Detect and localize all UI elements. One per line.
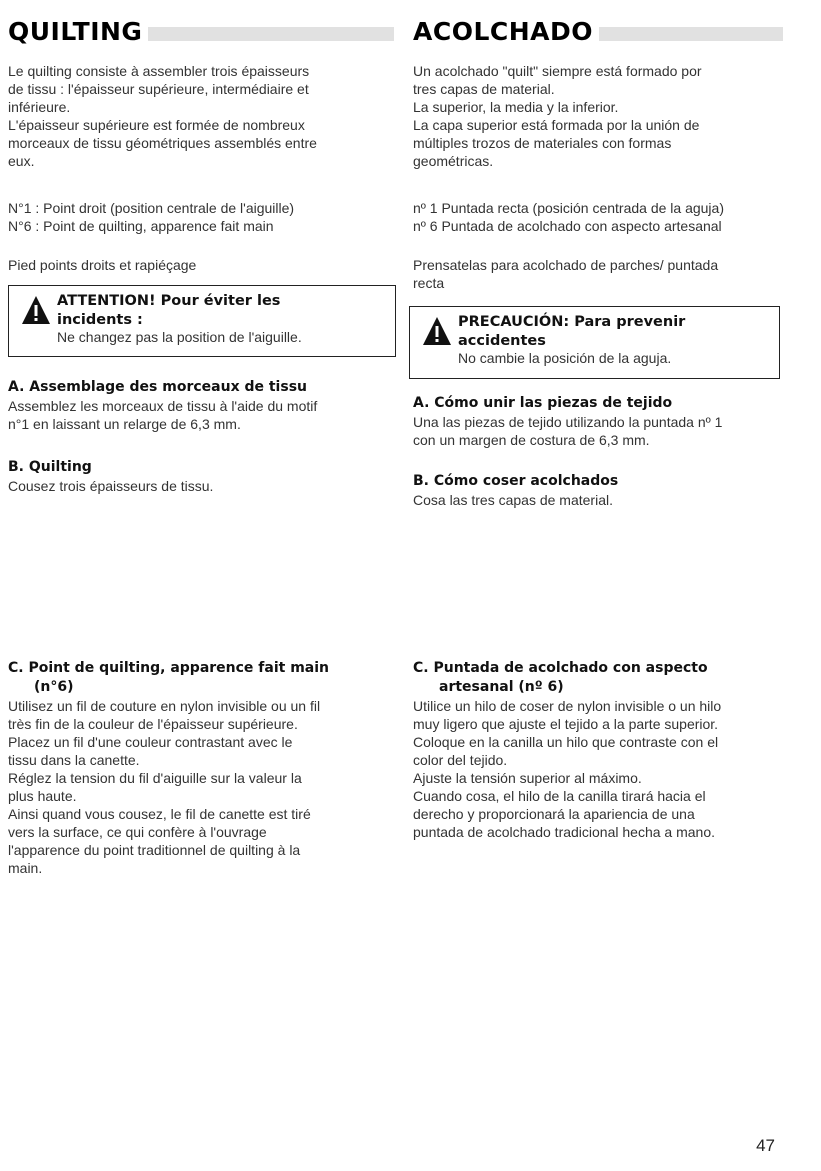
section-heading: (n°6) (34, 679, 74, 695)
title-row-es (413, 14, 783, 48)
text-line: très fin de la couleur de l'épaisseur supérieure. (8, 716, 298, 732)
stitch-line: nº 6 Puntada de acolchado con aspecto artesanal (413, 218, 722, 234)
foot-line: recta (413, 275, 445, 291)
text-line: l'apparence du point traditionnel de quilting à la (8, 842, 301, 858)
section-b-es (413, 472, 783, 509)
section-heading: C. Point de quilting, apparence fait main (8, 660, 330, 676)
text-line: Cousez trois épaisseurs de tissu. (8, 478, 214, 494)
stitch-line: nº 1 Puntada recta (posición centrada de la aguja) (413, 200, 724, 216)
text-line: de tissu : l'épaisseur supérieure, intermédiaire et (8, 81, 309, 97)
warning-text-es: No cambie la posición de la aguja. (458, 350, 672, 366)
text-line: muy ligero que ajuste el tejido a la parte superior. (413, 716, 719, 732)
intro-fr (8, 62, 394, 170)
intro-es (413, 62, 783, 170)
stitch-line: N°1 : Point droit (position centrale de l'aiguille) (8, 200, 295, 216)
title-dotted-bar-es (599, 27, 783, 41)
text-line: Ajuste la tensión superior al máximo. (413, 770, 642, 786)
stitches-es (413, 199, 783, 235)
foot-line: Pied points droits et rapiéçage (8, 257, 197, 273)
section-heading: C. Puntada de acolchado con aspecto (413, 660, 708, 676)
text-line: tissu dans la canette. (8, 752, 140, 768)
text-line: tres capas de material. (413, 81, 555, 97)
warning-triangle-icon (422, 316, 452, 346)
text-line: Un acolchado "quilt" siempre está formado por (413, 63, 702, 79)
text-line: Cosa las tres capas de material. (413, 492, 613, 508)
page-title-es: ACOLCHADO (413, 16, 594, 46)
text-line: Una las piezas de tejido utilizando la puntada nº 1 (413, 414, 723, 430)
section-heading: A. Cómo unir las piezas de tejido (413, 395, 673, 411)
text-line: La superior, la media y la inferior. (413, 99, 619, 115)
text-line: Assemblez les morceaux de tissu à l'aide du motif (8, 398, 318, 414)
section-heading: artesanal (nº 6) (439, 679, 564, 695)
section-b-fr (8, 458, 394, 495)
warning-text-fr: Ne changez pas la position de l'aiguille. (57, 329, 302, 345)
text-line: Cuando cosa, el hilo de la canilla tirará hacia el (413, 788, 706, 804)
text-line: vers la surface, ce qui confère à l'ouvrage (8, 824, 267, 840)
foot-line: Prensatelas para acolchado de parches/ puntada (413, 257, 719, 273)
text-line: color del tejido. (413, 752, 508, 768)
warning-title-line: incidents : (57, 312, 143, 328)
text-line: L'épaisseur supérieure est formée de nombreux (8, 117, 305, 133)
text-line: Coloque en la canilla un hilo que contraste con el (413, 734, 719, 750)
section-heading: A. Assemblage des morceaux de tissu (8, 379, 307, 395)
text-line: morceaux de tissu géométriques assemblés entre (8, 135, 317, 151)
warning-triangle-icon (21, 295, 51, 325)
warning-title-line: PRECAUCIÓN: Para prevenir (458, 314, 686, 330)
text-line: múltiples trozos de materiales con formas (413, 135, 672, 151)
warning-box-es (409, 306, 780, 379)
warning-title-line: ATTENTION! Pour éviter les (57, 293, 281, 309)
section-c-fr (8, 659, 394, 877)
stitch-line: N°6 : Point de quilting, apparence fait main (8, 218, 274, 234)
section-heading: B. Cómo coser acolchados (413, 473, 619, 489)
text-line: La capa superior está formada por la unión de (413, 117, 700, 133)
stitches-fr (8, 199, 394, 235)
section-a-es (413, 394, 783, 449)
text-line: Réglez la tension du fil d'aiguille sur la valeur la (8, 770, 302, 786)
foot-fr (8, 256, 394, 274)
section-heading: B. Quilting (8, 459, 92, 475)
text-line: n°1 en laissant un relarge de 6,3 mm. (8, 416, 241, 432)
title-row-fr (8, 14, 394, 48)
text-line: derecho y proporcionará la apariencia de una (413, 806, 695, 822)
warning-box-fr (8, 285, 396, 357)
page-number: 47 (756, 1136, 775, 1155)
text-line: eux. (8, 153, 35, 169)
section-a-fr (8, 378, 394, 433)
foot-es (413, 256, 783, 292)
text-line: con un margen de costura de 6,3 mm. (413, 432, 650, 448)
text-line: Le quilting consiste à assembler trois épaisseurs (8, 63, 310, 79)
warning-title-line: accidentes (458, 333, 546, 349)
text-line: puntada de acolchado tradicional hecha a mano. (413, 824, 715, 840)
page-title-fr: QUILTING (8, 16, 143, 46)
text-line: geométricas. (413, 153, 494, 169)
text-line: Ainsi quand vous cousez, le fil de canette est tiré (8, 806, 311, 822)
text-line: main. (8, 860, 43, 876)
text-line: inférieure. (8, 99, 71, 115)
text-line: plus haute. (8, 788, 77, 804)
section-c-es (413, 659, 783, 841)
text-line: Utilice un hilo de coser de nylon invisible o un hilo (413, 698, 722, 714)
text-line: Utilisez un fil de couture en nylon invisible ou un fil (8, 698, 321, 714)
title-dotted-bar-fr (148, 27, 394, 41)
text-line: Placez un fil d'une couleur contrastant avec le (8, 734, 293, 750)
